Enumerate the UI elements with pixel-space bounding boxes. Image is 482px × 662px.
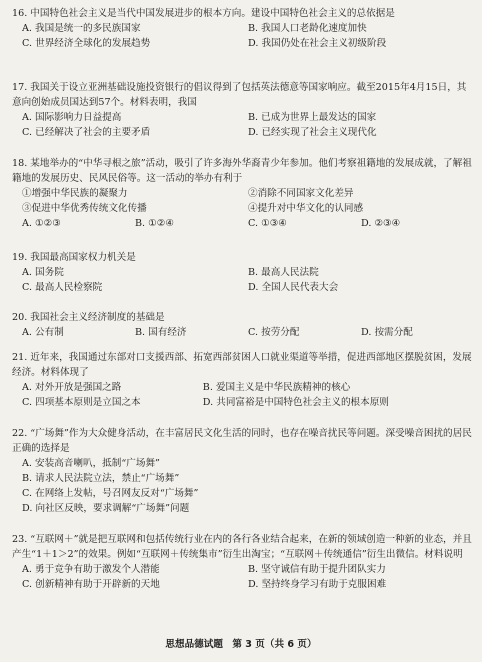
options-row bbox=[12, 265, 474, 280]
option-d: D. ②③④ bbox=[361, 218, 401, 229]
item-2: ②消除不同国家文化差异 bbox=[248, 188, 354, 199]
options-row bbox=[12, 577, 474, 592]
options-row bbox=[12, 110, 474, 125]
option-a: A. 安装高音喇叭，抵制“广场舞” bbox=[22, 458, 160, 469]
option-b: B. ①②④ bbox=[135, 218, 174, 229]
question-22 bbox=[12, 426, 474, 516]
option-c: C. ①③④ bbox=[248, 218, 287, 229]
option-b: B. 请求人民法院立法，禁止“广场舞” bbox=[22, 473, 180, 484]
footer-subject: 思想品德试题 bbox=[165, 639, 223, 650]
question-23 bbox=[12, 532, 474, 592]
option-b: B. 已成为世界上最发达的国家 bbox=[248, 112, 377, 123]
option-a: A. ①②③ bbox=[22, 218, 61, 229]
option-b: B. 我国人口老龄化速度加快 bbox=[248, 23, 367, 34]
options-row bbox=[12, 125, 474, 140]
option-c: C. 最高人民检察院 bbox=[22, 282, 103, 293]
option-c: C. 世界经济全球化的发展趋势 bbox=[22, 38, 151, 49]
option-d: D. 我国仍处在社会主义初级阶段 bbox=[248, 38, 387, 49]
option-c: C. 按劳分配 bbox=[248, 327, 300, 338]
option-c: C. 在网络上发帖，号召网友反对“广场舞” bbox=[22, 488, 199, 499]
option-a: A. 国务院 bbox=[22, 267, 64, 278]
option-d: D. 按需分配 bbox=[361, 327, 413, 338]
question-16 bbox=[12, 6, 474, 51]
option-b: B. 爱国主义是中华民族精神的核心 bbox=[202, 382, 351, 393]
option-a: A. 对外开放是强国之路 bbox=[22, 382, 122, 393]
option-d: D. 坚持终身学习有助于克服困难 bbox=[248, 579, 387, 590]
question-stem: 18. 某地举办的“中华寻根之旅”活动，吸引了许多海外华裔青少年参加。他们考察祖籍地的发展成就，了解祖籍地的发展历史、民风民俗等。这一活动的举办有利于 bbox=[12, 158, 472, 184]
question-stem: 16. 中国特色社会主义是当代中国发展进步的根本方向。建设中国特色社会主义的总依据是 bbox=[12, 8, 395, 19]
footer-page-number: 第 3 页（共 6 页） bbox=[232, 639, 317, 650]
item-3: ③促进中华优秀传统文化传播 bbox=[22, 203, 147, 214]
option-c: C. 已经解决了社会的主要矛盾 bbox=[22, 127, 151, 138]
question-stem: 17. 我国关于设立亚洲基础设施投资银行的倡议得到了包括英法德意等国家响应。截至2015年4月15日，其意向创始成员国达到57个。材料表明，我国 bbox=[12, 82, 467, 108]
option-b: B. 最高人民法院 bbox=[248, 267, 319, 278]
question-stem: 19. 我国最高国家权力机关是 bbox=[12, 252, 136, 263]
option-a: A. 勇于竞争有助于激发个人潜能 bbox=[22, 564, 160, 575]
question-20 bbox=[12, 310, 474, 340]
option-d: D. 全国人民代表大会 bbox=[248, 282, 339, 293]
page-footer bbox=[0, 636, 482, 650]
question-stem: 23. “互联网＋”就是把互联网和包括传统行业在内的各行各业结合起来，在新的领域创造一种新的业态，并且产生“1＋1＞2”的效果。例如“互联网＋传统集市”衍生出淘宝；“互联网＋传统通信”衍生出微信。材料说明 bbox=[12, 534, 472, 560]
item-1: ①增强中华民族的凝聚力 bbox=[22, 188, 128, 199]
item-4: ④提升对中华文化的认同感 bbox=[248, 203, 364, 214]
option-b: B. 国有经济 bbox=[135, 327, 187, 338]
options-row bbox=[12, 280, 474, 295]
options-row bbox=[12, 380, 474, 395]
options-row bbox=[12, 562, 474, 577]
question-stem: 21. 近年来，我国通过东部对口支援西部、拓宽西部贫困人口就业渠道等举措，促进西部地区摆脱贫困，发展经济。材料体现了 bbox=[12, 352, 472, 378]
option-a: A. 我国是统一的多民族国家 bbox=[22, 23, 141, 34]
option-a: A. 公有制 bbox=[22, 327, 64, 338]
option-d: D. 已经实现了社会主义现代化 bbox=[248, 127, 377, 138]
option-d: D. 共同富裕是中国特色社会主义的根本原则 bbox=[202, 397, 389, 408]
option-b: B. 坚守诚信有助于提升团队实力 bbox=[248, 564, 386, 575]
question-21 bbox=[12, 350, 474, 410]
question-17 bbox=[12, 80, 474, 140]
options-row bbox=[12, 36, 474, 51]
options-row bbox=[12, 395, 474, 410]
options-row bbox=[12, 325, 474, 340]
question-stem: 22. “广场舞”作为大众健身活动，在丰富居民文化生活的同时，也存在噪音扰民等问题。深受噪音困扰的居民正确的选择是 bbox=[12, 428, 472, 454]
options-row bbox=[12, 216, 474, 231]
items-row bbox=[12, 201, 474, 216]
option-c: C. 创新精神有助于开辟新的天地 bbox=[22, 579, 160, 590]
option-c: C. 四项基本原则是立国之本 bbox=[22, 397, 141, 408]
question-stem: 20. 我国社会主义经济制度的基础是 bbox=[12, 312, 165, 323]
option-a: A. 国际影响力日益提高 bbox=[22, 112, 122, 123]
items-row bbox=[12, 186, 474, 201]
question-18 bbox=[12, 156, 474, 231]
question-19 bbox=[12, 250, 474, 295]
options-row bbox=[12, 21, 474, 36]
option-d: D. 向社区反映，要求调解“广场舞”问题 bbox=[22, 503, 190, 514]
